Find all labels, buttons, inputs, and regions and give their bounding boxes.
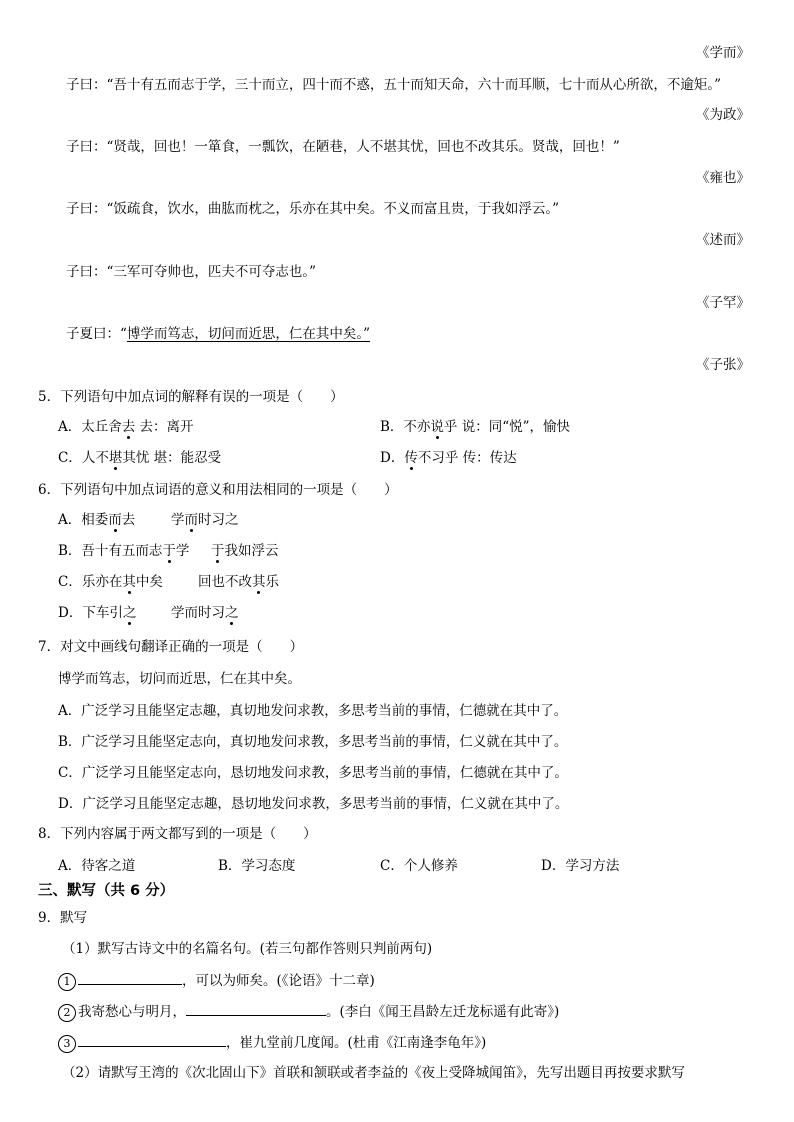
q8-option-a[interactable]: A．待客之道 [58, 858, 136, 874]
fill-item-3: 3 ，崔九堂前几度闻。(杜甫《江南逢李龟年》) [58, 1032, 486, 1053]
dotted-word: 其 [122, 574, 136, 590]
underlined-sentence: 博学而笃志，切问而近思，仁在其中矣。” [126, 326, 371, 342]
circled-number: 2 [58, 1004, 76, 1022]
q6-option-d-pair: 学而时习之 [171, 605, 239, 621]
fill-item-2: 2 我寄愁心与明月， 。(李白《闻王昌龄左迁龙标遥有此寄》) [58, 1001, 559, 1022]
q6-option-b-pair: 于我如浮云 [211, 543, 279, 559]
sub-question-2: （2）请默写王湾的《次北固山下》首联和颔联或者李益的《夜上受降城闻笛》，先写出题目再按要求默写 [62, 1065, 685, 1081]
passage-text: 子曰：“三军可夺帅也，匹夫不可夺志也。” [66, 264, 317, 280]
passage-source: 《学而》 [696, 45, 750, 61]
q8-option-c[interactable]: C．个人修养 [380, 858, 458, 874]
question-7-stem: 7．对文中画线句翻译正确的一项是（ ） [38, 639, 304, 655]
question-9-stem: 9．默写 [38, 910, 88, 926]
dotted-word: 于 [211, 543, 225, 559]
circled-number: 1 [58, 973, 76, 991]
question-6-stem: 6．下列语句中加点词语的意义和用法相同的一项是（ ） [38, 482, 398, 498]
q6-option-d[interactable]: D．下车引之 [58, 605, 137, 621]
q8-option-d[interactable]: D．学习方法 [541, 858, 620, 874]
section-title: 三、默写（共 6 分） [38, 883, 175, 899]
passage-text: 子曰：“贤哉，回也！一箪食，一瓢饮，在陋巷，人不堪其忧，回也不改其乐。贤哉，回也！” [66, 139, 620, 155]
dotted-word: 而 [184, 512, 198, 528]
passage-source: 《雍也》 [696, 170, 750, 186]
q6-option-b[interactable]: B．吾十有五而志于学 [58, 543, 190, 559]
q5-option-a[interactable]: A．太丘舍去 去：离开 [58, 419, 194, 435]
q7-option-d[interactable]: D．广泛学习且能坚定志趣，恳切地发问求教，多思考当前的事情，仁义就在其中了。 [58, 796, 569, 812]
dotted-word: 于 [162, 543, 176, 559]
passage-text-prefix: 子夏曰：“ [66, 326, 127, 342]
dotted-word: 之 [225, 605, 239, 621]
passage-source: 《子张》 [696, 357, 750, 373]
dotted-word: 堪 [108, 450, 123, 466]
q6-option-c-pair: 回也不改其乐 [198, 574, 279, 590]
dotted-word: 去 [121, 419, 136, 435]
passage-text: 子曰：“饭疏食，饮水，曲肱而枕之，乐亦在其中矣。不义而富且贵，于我如浮云。” [66, 201, 560, 217]
q7-option-b[interactable]: B．广泛学习且能坚定志向，真切地发问求教，多思考当前的事情，仁义就在其中了。 [58, 734, 568, 750]
passage-text: 子曰：“吾十有五而志于学，三十而立，四十而不惑，五十而知天命，六十而耳顺，七十而从心所欲，不逾矩。” [66, 77, 722, 93]
passage-source: 《述而》 [696, 232, 750, 248]
passage-source: 《为政》 [696, 107, 750, 123]
answer-blank[interactable] [78, 1032, 226, 1047]
dotted-word: 其 [252, 574, 266, 590]
sub-question-1: （1）默写古诗文中的名篇名句。(若三句都作答则只判前两句) [62, 941, 433, 957]
q6-option-c[interactable]: C．乐亦在其中矣 [58, 574, 163, 590]
q6-option-a[interactable]: A．相委而去 [58, 512, 136, 528]
q7-option-a[interactable]: A．广泛学习且能坚定志趣，真切地发问求教，多思考当前的事情，仁德就在其中了。 [58, 703, 568, 719]
q8-option-b[interactable]: B．学习态度 [218, 858, 296, 874]
dotted-word: 传 [404, 450, 418, 466]
q5-option-b[interactable]: B．不亦说乎 说：同“悦”，愉快 [380, 419, 571, 435]
question-8-stem: 8．下列内容属于两文都写到的一项是（ ） [38, 826, 317, 842]
passage-source: 《子罕》 [696, 295, 750, 311]
dotted-word: 而 [108, 512, 122, 528]
answer-blank[interactable] [78, 970, 182, 985]
answer-blank[interactable] [186, 1001, 326, 1016]
question-5-stem: 5．下列语句中加点词的解释有误的一项是（ ） [38, 389, 344, 405]
passage-text-underlined-line [66, 325, 370, 343]
dotted-word: 说 [430, 419, 444, 435]
dotted-word: 之 [122, 605, 137, 621]
q7-option-c[interactable]: C．广泛学习且能坚定志向，恳切地发问求教，多思考当前的事情，仁德就在其中了。 [58, 765, 568, 781]
q6-option-a-pair: 学而时习之 [171, 512, 239, 528]
q7-quote: 博学而笃志，切问而近思，仁在其中矣。 [58, 671, 301, 687]
fill-item-1: 1 ，可以为师矣。(《论语》十二章) [58, 970, 375, 991]
q5-option-c[interactable]: C．人不堪其忧 堪：能忍受 [58, 450, 222, 466]
circled-number: 3 [58, 1035, 76, 1053]
q5-option-d[interactable]: D．传不习乎 传：传达 [380, 450, 517, 466]
